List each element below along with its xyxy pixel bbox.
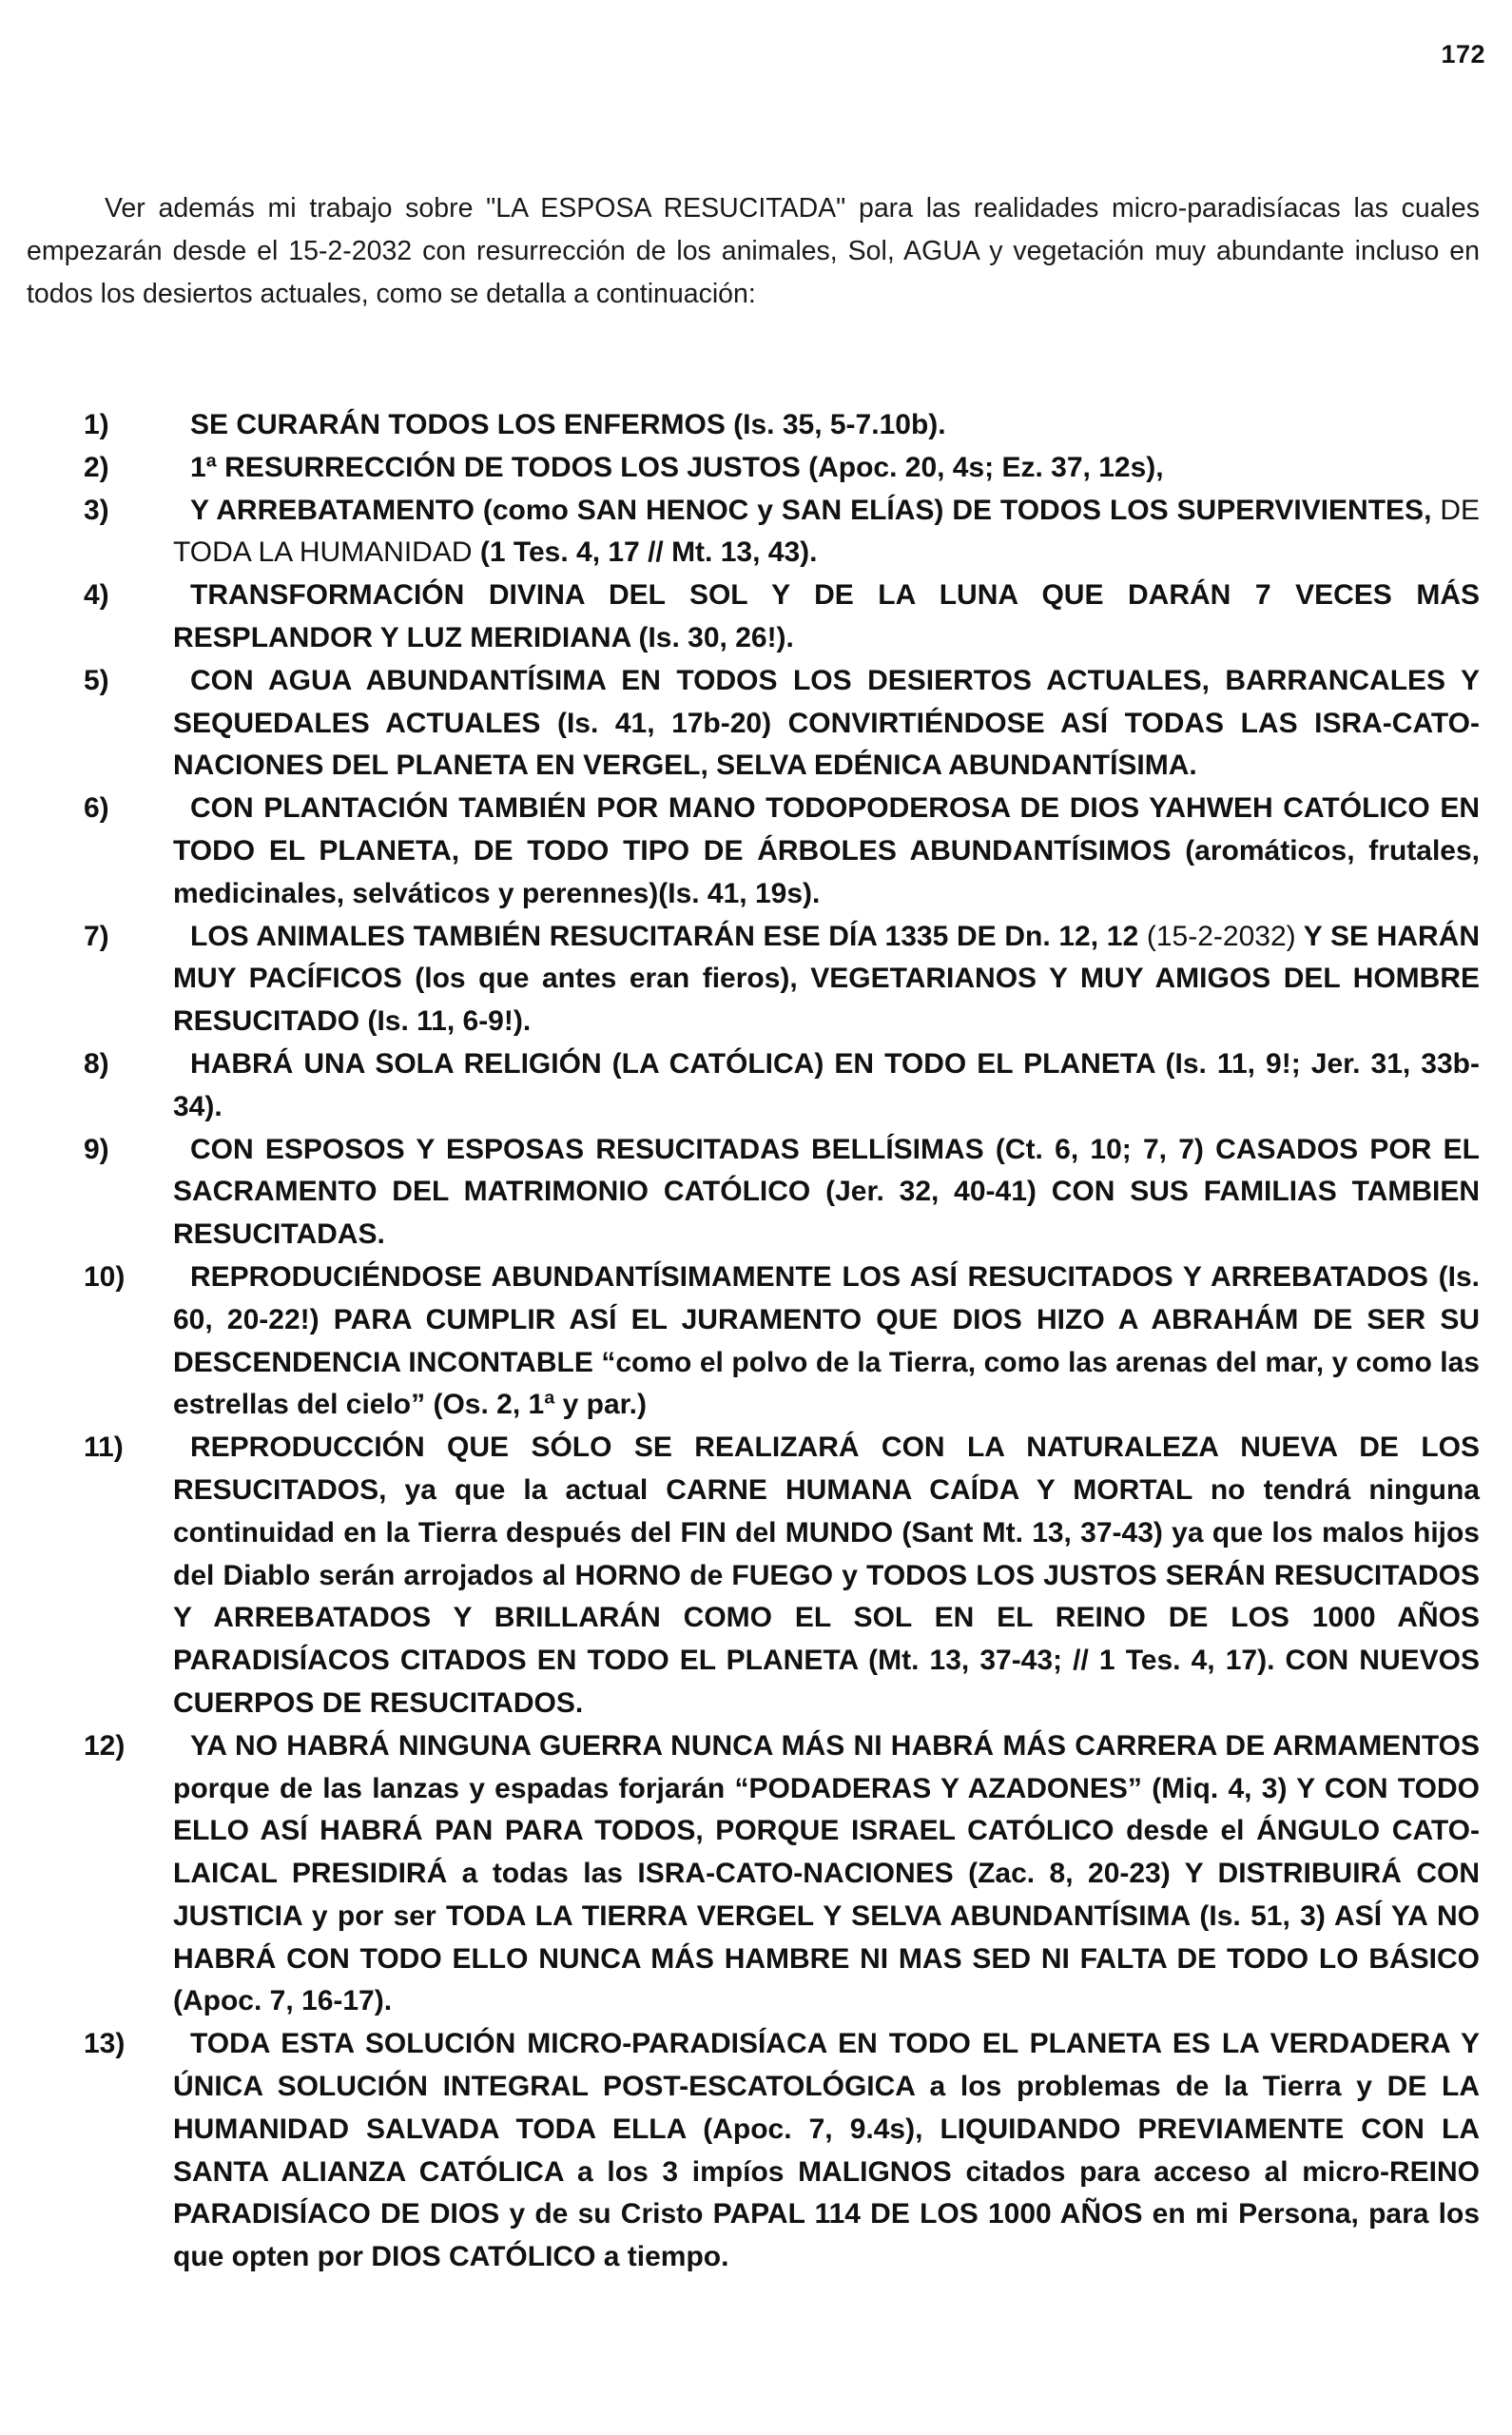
list-item: [84, 1129, 1480, 1256]
list-item: [84, 1043, 1480, 1129]
list-item: [84, 2023, 1480, 2279]
item-number: 11): [84, 1432, 124, 1464]
intro-paragraph: [27, 187, 1480, 316]
list-item: [84, 575, 1480, 660]
item-text-plain: DE TODA LA HUMANIDAD: [173, 494, 1480, 569]
item-number: 10): [84, 1260, 126, 1293]
page-number: 172: [1441, 40, 1485, 68]
list-item: [84, 916, 1480, 1043]
item-number: 13): [84, 2028, 126, 2060]
item-number: 6): [84, 792, 109, 825]
list-item: [84, 447, 1480, 490]
item-text: HABRÁ UNA SOLA RELIGIÓN (LA CATÓLICA) EN TODO EL PLANETA (Is. 11, 9!; Jer. 31, 33b-34).: [173, 1047, 1480, 1122]
list-item: [84, 1725, 1480, 2024]
item-text: SE CURARÁN TODOS LOS ENFERMOS (Is. 35, 5-7.10b).: [190, 409, 946, 440]
item-text: REPRODUCCIÓN QUE SÓLO SE REALIZARÁ CON LA NATURALEZA NUEVA DE LOS RESUCITADOS, ya que la actual CARNE HUMANA CAÍDA Y MORTAL no tendrá ninguna continuidad en la Tierra después del FIN del MUNDO (Sant Mt. 13, 37-43) ya que los malos hijos del Diablo serán arrojados al HORNO de FUEGO y TODOS LOS JUSTOS SERÁN RESUCITADOS Y ARREBATADOS Y BRILLARÁN COMO EL SOL EN EL REINO DE LOS 1000 AÑOS PARADISÍACOS CITADOS EN TODO EL PLANETA (Mt. 13, 37-43; // 1 Tes. 4, 17). CON NUEVOS CUERPOS DE RESUCITADOS.: [173, 1432, 1480, 1719]
item-text: Y ARREBATAMENTO (como SAN HENOC y SAN ELÍAS) DE TODOS LOS SUPERVIVIENTES, DE TODA LA HUMANIDAD (1 Tes. 4, 17 // Mt. 13, 43).: [173, 494, 1480, 569]
item-number: 3): [84, 494, 109, 526]
item-text: TRANSFORMACIÓN DIVINA DEL SOL Y DE LA LUNA QUE DARÁN 7 VECES MÁS RESPLANDOR Y LUZ MERIDIANA (Is. 30, 26!).: [173, 579, 1480, 653]
intro-text: Ver además mi trabajo sobre "LA ESPOSA RESUCITADA" para las realidades micro-paradisíacas las cuales empezarán desde el 15-2-2032 con resurrección de los animales, Sol, AGUA y vegetación muy abundante incluso en todos los desiertos actuales, como se detalla a continuación:: [27, 192, 1480, 309]
item-text: CON ESPOSOS Y ESPOSAS RESUCITADAS BELLÍSIMAS (Ct. 6, 10; 7, 7) CASADOS POR EL SACRAMENTO DEL MATRIMONIO CATÓLICO (Jer. 32, 40-41) CON SUS FAMILIAS TAMBIEN RESUCITADAS.: [173, 1133, 1480, 1251]
item-number: 7): [84, 920, 109, 952]
item-number: 4): [84, 579, 109, 612]
item-text: YA NO HABRÁ NINGUNA GUERRA NUNCA MÁS NI HABRÁ MÁS CARRERA DE ARMAMENTOS porque de las lanzas y espadas forjarán “PODADERAS Y AZADONES” (Miq. 4, 3) Y CON TODO ELLO ASÍ HABRÁ PAN PARA TODOS, PORQUE ISRAEL CATÓLICO desde el ÁNGULO CATO-LAICAL PRESIDIRÁ a todas las ISRA-CATO-NACIONES (Zac. 8, 20-23) Y DISTRIBUIRÁ CON JUSTICIA y por ser TODA LA TIERRA VERGEL Y SELVA ABUNDANTÍSIMA (Is. 51, 3) ASÍ YA NO HABRÁ CON TODO ELLO NUNCA MÁS HAMBRE NI MAS SED NI FALTA DE TODO LO BÁSICO (Apoc. 7, 16-17).: [173, 1729, 1480, 2017]
item-number: 1): [84, 409, 109, 440]
item-number: 12): [84, 1729, 126, 1762]
item-text: CON PLANTACIÓN TAMBIÉN POR MANO TODOPODEROSA DE DIOS YAHWEH CATÓLICO EN TODO EL PLANETA, DE TODO TIPO DE ÁRBOLES ABUNDANTÍSIMOS (aromáticos, frutales, medicinales, selváticos y perennes)(Is. 41, 19s).: [173, 792, 1480, 909]
item-text: REPRODUCIÉNDOSE ABUNDANTÍSIMAMENTE LOS ASÍ RESUCITADOS Y ARREBATADOS (Is. 60, 20-22!) PARA CUMPLIR ASÍ EL JURAMENTO QUE DIOS HIZO A ABRAHÁM DE SER SU DESCENDENCIA INCONTABLE “como el polvo de la Tierra, como las arenas del mar, y como las estrellas del cielo” (Os. 2, 1ª y par.): [173, 1260, 1480, 1421]
list-item: [84, 1256, 1480, 1427]
item-text-plain: (15-2-2032): [1146, 920, 1296, 952]
item-text: CON AGUA ABUNDANTÍSIMA EN TODOS LOS DESIERTOS ACTUALES, BARRANCALES Y SEQUEDALES ACTUALES (Is. 41, 17b-20) CONVIRTIÉNDOSE ASÍ TODAS LAS ISRA-CATO-NACIONES DEL PLANETA EN VERGEL, SELVA EDÉNICA ABUNDANTÍSIMA.: [173, 664, 1480, 782]
list-item: [84, 660, 1480, 788]
list-item: [84, 490, 1480, 575]
list-item: [84, 788, 1480, 915]
item-number: 8): [84, 1047, 109, 1080]
item-number: 9): [84, 1133, 109, 1165]
item-text: TODA ESTA SOLUCIÓN MICRO-PARADISÍACA EN TODO EL PLANETA ES LA VERDADERA Y ÚNICA SOLUCIÓN INTEGRAL POST-ESCATOLÓGICA a los problemas de la Tierra y DE LA HUMANIDAD SALVADA TODA ELLA (Apoc. 7, 9.4s), LIQUIDANDO PREVIAMENTE CON LA SANTA ALIANZA CATÓLICA a los 3 impíos MALIGNOS citados para acceso al micro-REINO PARADISÍACO DE DIOS y de su Cristo PAPAL 114 DE LOS 1000 AÑOS en mi Persona, para los que opten por DIOS CATÓLICO a tiempo.: [173, 2028, 1480, 2273]
list-item: [84, 404, 1480, 447]
item-number: 5): [84, 664, 109, 696]
numbered-list: [84, 404, 1480, 2279]
list-item: [84, 1427, 1480, 1725]
item-text: 1ª RESURRECCIÓN DE TODOS LOS JUSTOS (Apoc. 20, 4s; Ez. 37, 12s),: [190, 451, 1164, 483]
item-number: 2): [84, 451, 109, 483]
item-text: LOS ANIMALES TAMBIÉN RESUCITARÁN ESE DÍA 1335 DE Dn. 12, 12 (15-2-2032) Y SE HARÁN MUY PACÍFICOS (los que antes eran fieros), VEGETARIANOS Y MUY AMIGOS DEL HOMBRE RESUCITADO (Is. 11, 6-9!).: [173, 920, 1480, 1038]
